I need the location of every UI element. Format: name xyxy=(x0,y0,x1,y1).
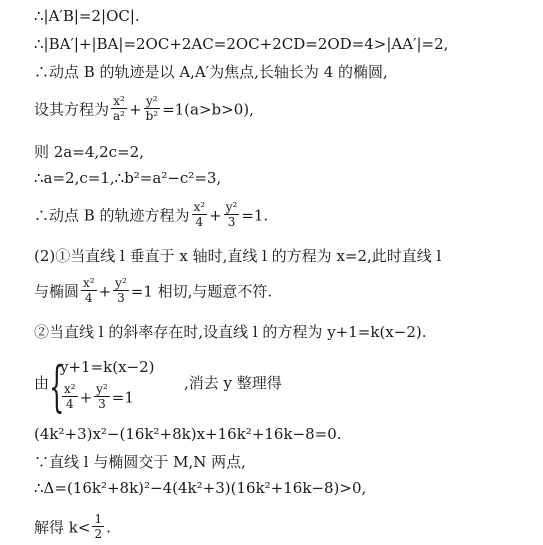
numerator: x² xyxy=(83,276,95,290)
text-line: ∴Δ=(16k²+8k)²−4(4k²+3)(16k²+16k−8)>0, xyxy=(34,479,367,497)
denominator: 4 xyxy=(65,397,74,411)
eq-suffix: . xyxy=(106,518,111,537)
text-line: ∴|BA′|+|BA|=2OC+2AC=2OC+2CD=2OD=4>|AA′|=2, xyxy=(34,35,449,53)
numerator: y² xyxy=(115,276,127,290)
fraction xyxy=(192,200,208,229)
fraction xyxy=(92,512,104,541)
denominator: 4 xyxy=(84,291,93,305)
eq-suffix: =1(a>b>0), xyxy=(162,100,254,119)
fraction xyxy=(113,276,129,305)
numerator: 1 xyxy=(94,512,103,526)
final-result xyxy=(34,514,111,543)
plus-sign: + xyxy=(128,100,142,119)
text-line: (2)①当直线 l 垂直于 x 轴时,直线 l 的方程为 x=2,此时直线 l xyxy=(34,247,442,265)
fraction xyxy=(81,276,97,305)
denominator: 2 xyxy=(94,527,103,541)
denominator: a² xyxy=(113,109,125,123)
text-line: 则 2a=4,2c=2, xyxy=(34,143,144,161)
denominator: 3 xyxy=(227,215,236,229)
numerator: y² xyxy=(96,382,108,396)
eq-prefix: 解得 k< xyxy=(34,518,91,537)
numerator: x² xyxy=(111,94,127,109)
denominator: 3 xyxy=(98,397,106,411)
eq-suffix: =1 相切,与题意不符. xyxy=(130,282,273,301)
numerator: x² xyxy=(193,200,206,214)
fraction xyxy=(62,382,78,411)
eq-suffix: =1 xyxy=(111,388,134,407)
eq-prefix: 设其方程为 xyxy=(34,100,110,119)
numerator: y² xyxy=(225,200,238,214)
text-line: ∴|A′B|=2|OC|. xyxy=(34,7,140,25)
fraction xyxy=(111,94,127,123)
text-line: ∴动点 B 的轨迹是以 A,A′为焦点,长轴长为 4 的椭圆, xyxy=(34,63,388,81)
ellipse-general-equation xyxy=(34,96,254,125)
text-line: ∴a=2,c=1,∴b²=a²−c²=3, xyxy=(34,169,222,187)
fraction xyxy=(144,94,161,123)
eq-suffix: =1. xyxy=(241,206,269,225)
numerator: y² xyxy=(144,94,161,109)
plus-sign: + xyxy=(79,388,93,407)
eq-prefix: ∴动点 B 的轨迹方程为 xyxy=(34,206,190,225)
tangent-equation xyxy=(34,278,272,307)
eq-prefix: 与椭圆 xyxy=(34,282,80,301)
sys-suffix: ,消去 y 整理得 xyxy=(184,374,282,392)
system-row-2 xyxy=(60,384,134,413)
text-line: ②当直线 l 的斜率存在时,设直线 l 的方程为 y+1=k(x−2). xyxy=(34,323,427,341)
text-line: (4k²+3)x²−(16k²+8k)x+16k²+16k−8=0. xyxy=(34,425,342,443)
numerator: x² xyxy=(64,382,76,396)
denominator: 4 xyxy=(195,215,204,229)
trajectory-equation xyxy=(34,202,268,231)
equation-system xyxy=(34,356,394,418)
denominator: 3 xyxy=(117,291,125,305)
sys-prefix: 由 xyxy=(34,374,50,392)
plus-sign: + xyxy=(209,206,222,225)
fraction xyxy=(224,200,240,229)
system-row-1: y+1=k(x−2) xyxy=(60,358,155,376)
text-line: ∵直线 l 与椭圆交于 M,N 两点, xyxy=(34,453,246,471)
fraction xyxy=(94,382,110,411)
plus-sign: + xyxy=(98,282,112,301)
denominator: b² xyxy=(145,109,159,123)
left-brace-icon: { xyxy=(49,355,65,418)
